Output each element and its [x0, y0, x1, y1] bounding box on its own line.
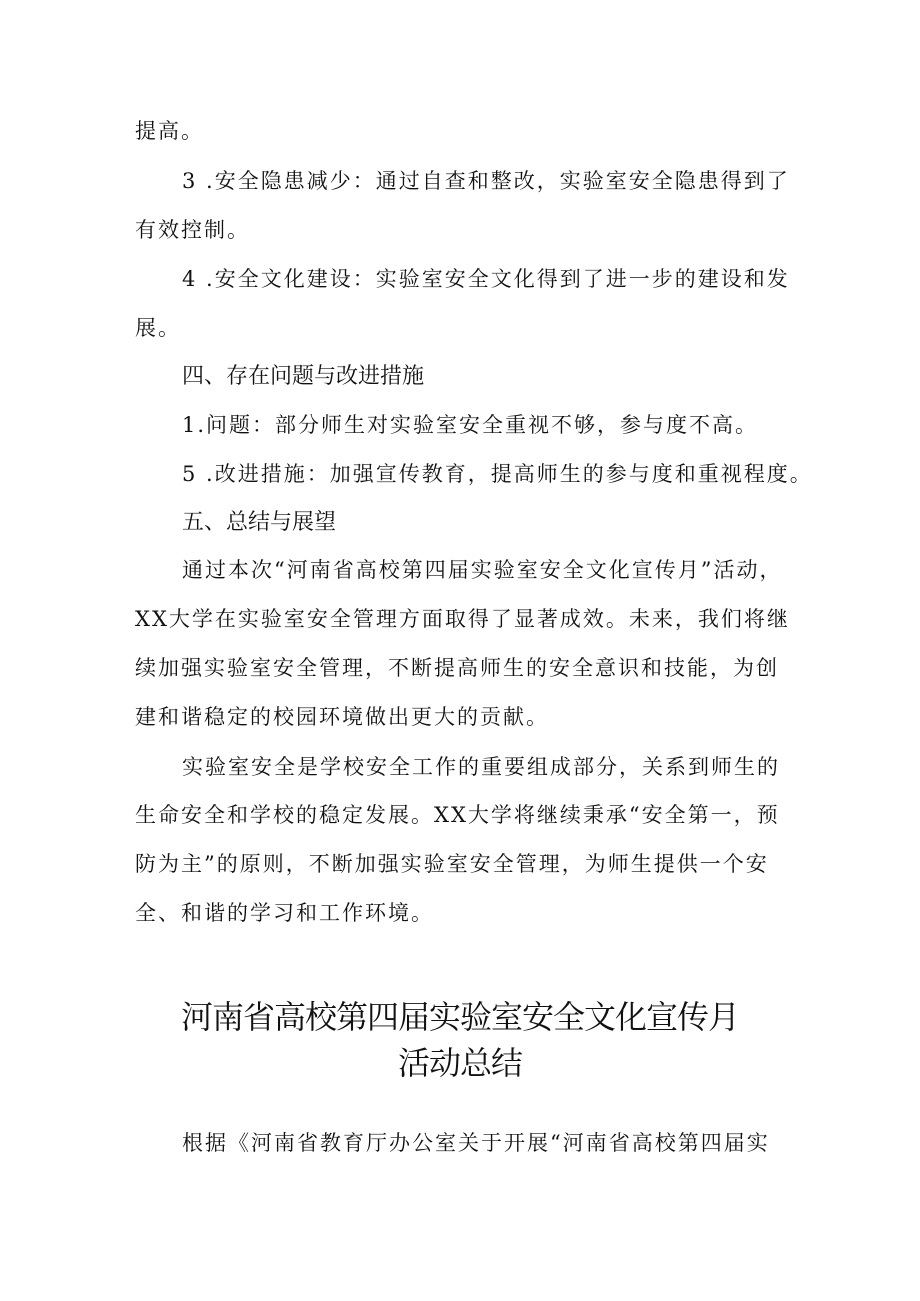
body-line: XX大学在实验室安全管理方面取得了显著成效。未来，我们将继 [135, 607, 790, 631]
body-line: 通过本次“河南省高校第四届实验室安全文化宣传月”活动， [182, 558, 783, 582]
section-heading: 四、存在问题与改进措施 [182, 364, 425, 389]
body-line: 全、和谐的学习和工作环境。 [135, 901, 434, 925]
body-line: 根据《河南省教育厅办公室关于开展“河南省高校第四届实 [182, 1131, 770, 1155]
body-line: 展。 [135, 316, 181, 340]
body-line: 5 .改进措施：加强宣传教育，提高师生的参与度和重视程度。 [182, 462, 813, 486]
body-line: 4 .安全文化建设：实验室安全文化得到了进一步的建设和发 [182, 267, 790, 291]
body-line: 提高。 [135, 119, 204, 143]
body-line: 1.问题：部分师生对实验室安全重视不够，参与度不高。 [182, 413, 759, 437]
body-line: 生命安全和学校的稳定发展。XX大学将继续秉承“安全第一，预 [135, 803, 780, 827]
body-line: 续加强实验室安全管理，不断提高师生的安全意识和技能，为创 [135, 656, 779, 680]
body-line: 建和谐稳定的校园环境做出更大的贡献。 [135, 705, 549, 729]
document-title: 河南省高校第四届实验室安全文化宣传月 [180, 998, 739, 1036]
document-title-line2: 活动总结 [397, 1044, 522, 1082]
body-line: 3 .安全隐患减少：通过自查和整改，实验室安全隐患得到了 [182, 169, 790, 193]
body-line: 防为主”的原则，不断加强实验室安全管理，为师生提供一个安 [135, 852, 769, 876]
section-heading: 五、总结与展望 [182, 510, 337, 535]
body-line: 有效控制。 [135, 218, 250, 242]
body-line: 实验室安全是学校安全工作的重要组成部分，关系到师生的 [182, 755, 780, 779]
